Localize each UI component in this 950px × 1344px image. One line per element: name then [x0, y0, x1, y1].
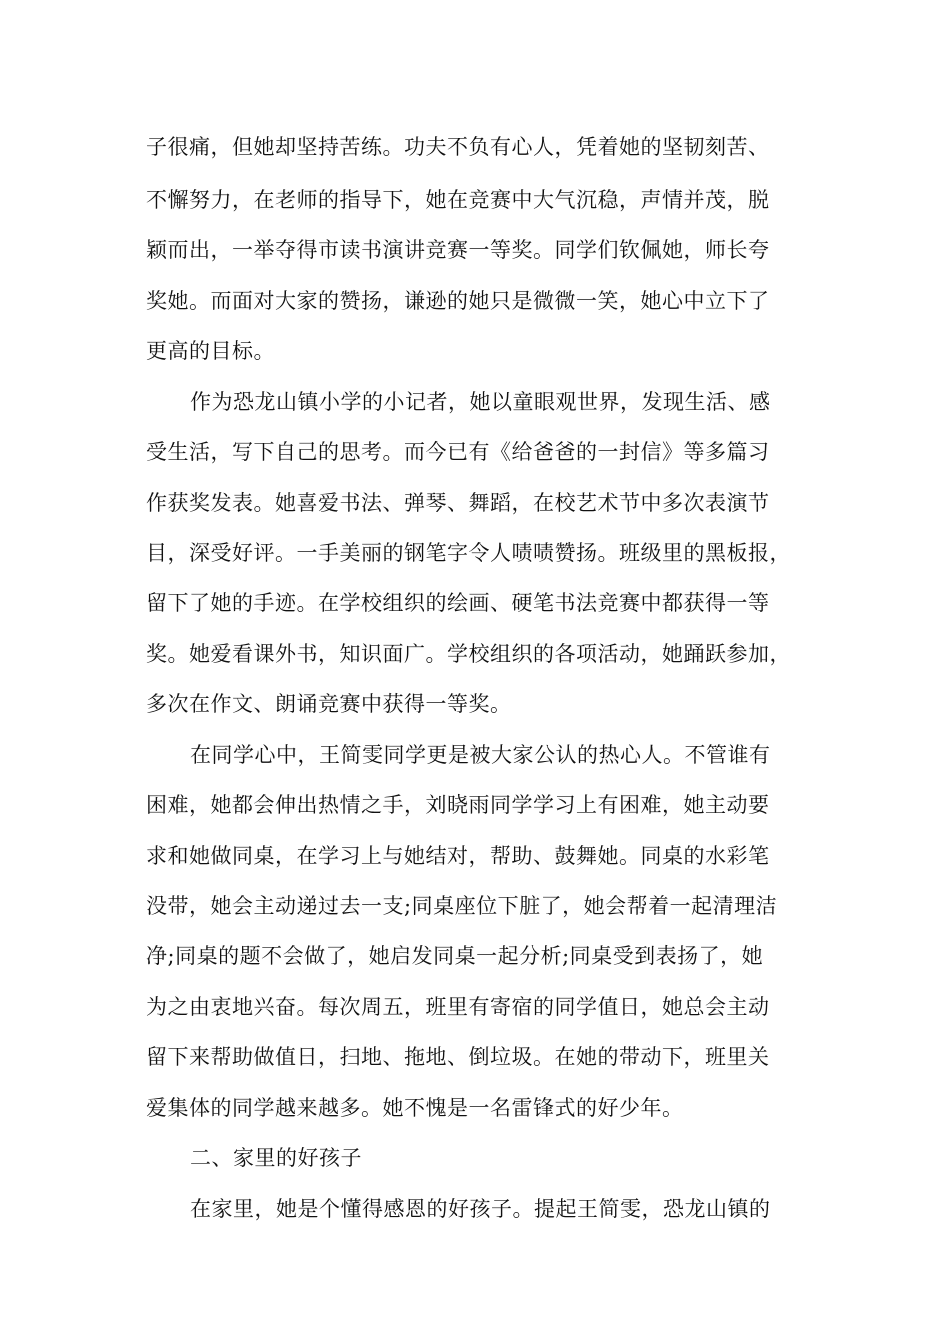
- text-line: 留下了她的手迹。在学校组织的绘画、硬笔书法竞赛中都获得一等: [146, 591, 770, 615]
- text-line: 作获奖发表。她喜爱书法、弹琴、舞蹈，在校艺术节中多次表演节: [146, 491, 770, 515]
- text-line: 子很痛，但她却坚持苦练。功夫不负有心人，凭着她的坚韧刻苦、: [146, 135, 770, 159]
- text-line: 爱集体的同学越来越多。她不愧是一名雷锋式的好少年。: [146, 1096, 684, 1120]
- text-line: 留下来帮助做值日，扫地、拖地、倒垃圾。在她的带动下，班里关: [146, 1045, 770, 1069]
- text-line: 目，深受好评。一手美丽的钢笔字令人啧啧赞扬。班级里的黑板报，: [146, 541, 791, 565]
- text-line: 求和她做同桌，在学习上与她结对，帮助、鼓舞她。同桌的水彩笔: [146, 844, 770, 868]
- text-line: 净;同桌的题不会做了，她启发同桌一起分析;同桌受到表扬了，她: [146, 944, 764, 968]
- text-line: 不懈努力，在老师的指导下，她在竞赛中大气沉稳，声情并茂，脱: [146, 188, 770, 212]
- text-line: 受生活，写下自己的思考。而今已有《给爸爸的一封信》等多篇习: [146, 440, 770, 464]
- text-line: 没带，她会主动递过去一支;同桌座位下脏了，她会帮着一起清理洁: [146, 894, 778, 918]
- text-line: 更高的目标。: [146, 339, 275, 363]
- text-line: 在家里，她是个懂得感恩的好孩子。提起王简雯，恐龙山镇的: [190, 1197, 771, 1221]
- text-line: 奖她。而面对大家的赞扬，谦逊的她只是微微一笑，她心中立下了: [146, 289, 770, 313]
- text-line: 颖而出，一举夺得市读书演讲竞赛一等奖。同学们钦佩她，师长夸: [146, 238, 770, 262]
- text-line: 作为恐龙山镇小学的小记者，她以童眼观世界，发现生活、感: [190, 390, 771, 414]
- text-line: 多次在作文、朗诵竞赛中获得一等奖。: [146, 692, 512, 716]
- text-line: 困难，她都会伸出热情之手，刘晓雨同学学习上有困难，她主动要: [146, 793, 770, 817]
- text-line: 在同学心中，王简雯同学更是被大家公认的热心人。不管谁有: [190, 743, 771, 767]
- section-heading: 二、家里的好孩子: [190, 1146, 362, 1170]
- text-line: 奖。她爱看课外书，知识面广。学校组织的各项活动，她踊跃参加，: [146, 642, 791, 666]
- text-line: 为之由衷地兴奋。每次周五，班里有寄宿的同学值日，她总会主动: [146, 995, 770, 1019]
